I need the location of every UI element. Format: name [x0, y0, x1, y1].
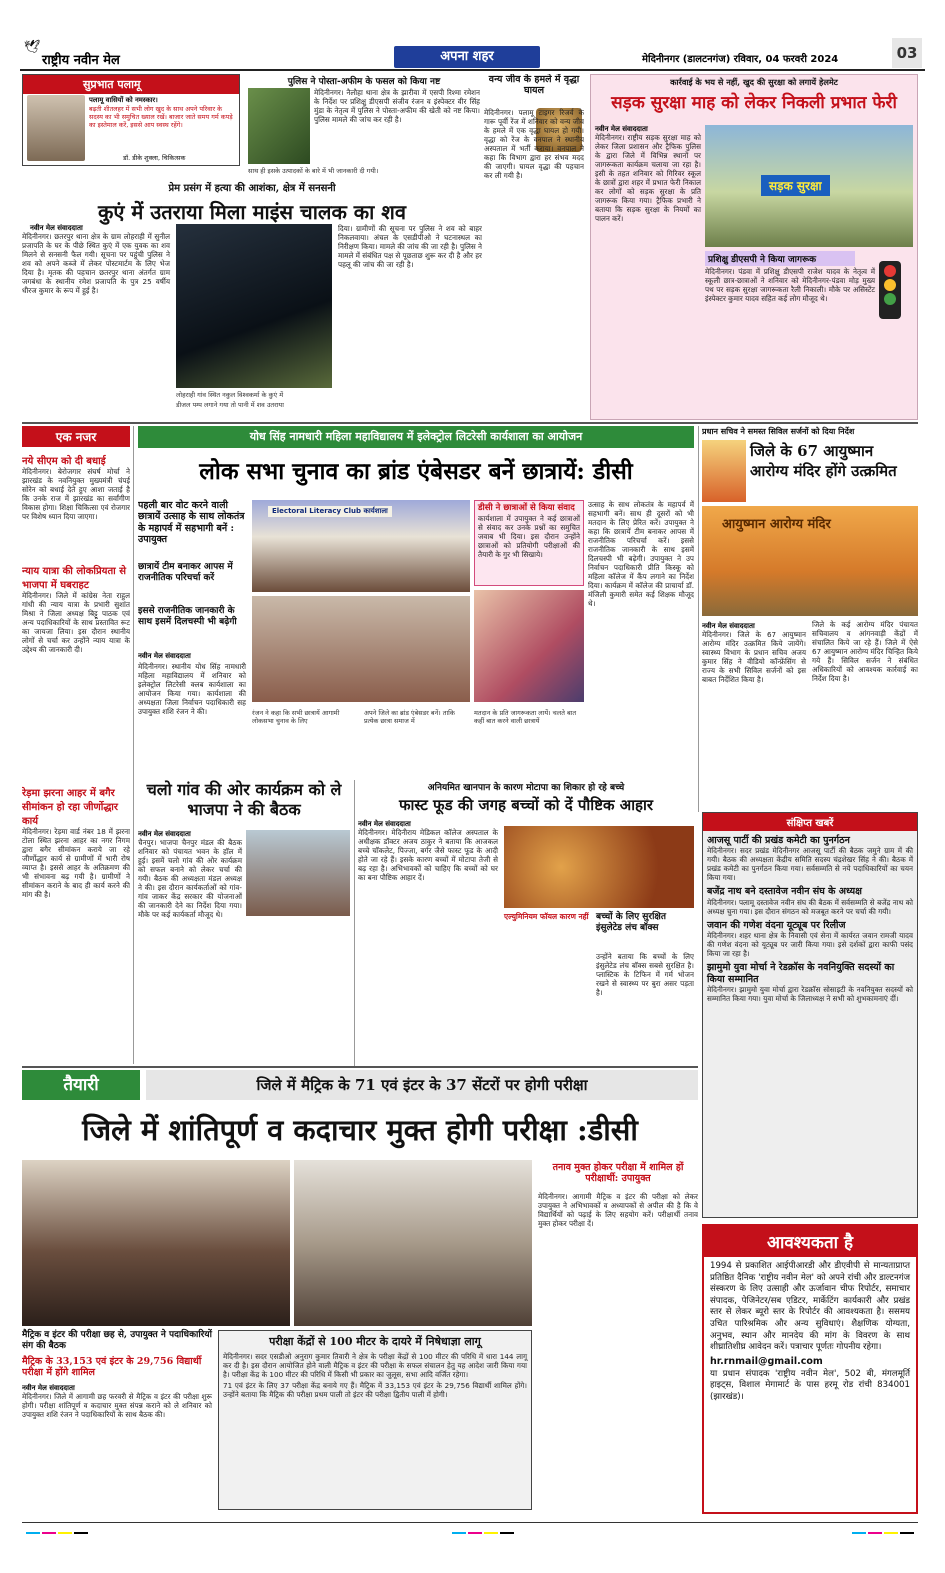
exam-section-box: [218, 1330, 532, 1510]
ek-nazar-item3-text: मेदिनीनगर। रेड़मा वार्ड नंबर 18 में झरना टोला स्थित झरना आहर का नगर निगम द्वारा बगैर सीमांकन कराये जा रहे जीर्णोद्धार कार्य से ग्रामीणों में भारी रोष व्याप्त है। इससे आहर के अतिक्रमण की भी संभावना बढ़ गयी है। ग्रामीणों ने सीमांकन कराने के बाद ही कार्य करने की मांग की है।: [22, 827, 130, 899]
exam-story: [22, 1160, 698, 1512]
ayushman-photo: [702, 506, 918, 616]
road-safety-text: मेदिनीनगर। राष्ट्रीय सड़क सुरक्षा माह को लेकर जिला प्रशासन और ट्रैफिक पुलिस के द्वारा जिले में विभिन्न स्थानों पर जागरूकता कार्यक्रम चलाया जा रहा है। इसी के तहत शनिवार को गिरिवर स्कूल के छात्रों द्वारा शहर में प्रभात फेरी निकाल कर लोगों को सड़क सुरक्षा के प्रति जागरूक किया गया। ट्रैफिक प्रभारी ने बताया कि सड़क सुरक्षा के नियमों का पालन करें।: [595, 133, 701, 223]
exam-caption-head2: मैट्रिक के 33,153 एवं इंटर के 29,756 विद्यार्थी परीक्षा में होंगे शामिल: [22, 1356, 202, 1379]
election-sub3: इससे राजनीतिक जानकारी के साथ इसमें दिलचस्पी भी बढ़ेगी: [138, 606, 237, 627]
exam-headline: जिले में शांतिपूर्ण व कदाचार मुक्त होगी परीक्षा :डीसी: [82, 1113, 638, 1147]
brief-t2: मेदिनीनगर। पलामू दस्तावेज नवीन संघ की बैठक में सर्वसम्मति से बजेंद्र नाथ को अध्यक्ष चुना गया। इस दौरान संगठन को मजबूत करने पर चर्चा की गयी।: [707, 897, 913, 916]
color-swatch: [900, 1532, 914, 1534]
dc-dialogue-box: [474, 500, 584, 586]
fastfood-kicker: अनियमित खानपान के कारण मोटापा का शिकार हो रहे बच्चे: [427, 783, 625, 793]
ek-nazar-title: एक नजर: [22, 426, 130, 447]
election-photo-students: [474, 590, 584, 702]
exam-text3: 71 एवं इंटर के लिए 37 परीक्षा केंद्र बनाये गए हैं। मैट्रिक में 33,153 एवं इंटर के 29,756 विद्यार्थी शामिल होंगे। उन्होंने बताया कि मैट्रिक की परीक्षा प्रथम पाली तो इंटर की परीक्षा द्वितीय पाली में होगी।: [223, 1381, 527, 1399]
color-swatch: [74, 1532, 88, 1534]
row3-rule: [22, 1066, 698, 1068]
election-text2: उत्साह के साथ लोकतंत्र के महापर्व में सहभागी बनें। साथ ही दूसरों को भी मतदान के लिए प्रेरित करें। उपायुक्त ने कहा कि छात्रायें टीम बनाकर आपस में राजनीतिक परिचर्चा करें। इससे राजनीतिक जानकारी के साथ इसमें दिलचस्पी भी बढ़ेगी। उपायुक्त ने उप निर्वाचन पदाधिकारी प्रीति किस्कू को महिला कॉलेज में कैंप लगाने का निर्देश दिया। कार्यक्रम में कॉलेज की प्राचार्या डॉ. मंजिली कुमारी समेत कई शिक्षक मौजूद थे।: [588, 500, 694, 608]
exam-side-head: तनाव मुक्त होकर परीक्षा में शामिल हों परीक्षार्थी: उपायुक्त: [552, 1162, 684, 1185]
ek-nazar-item3-head: रेड़मा झरना आहर में बगैर सीमांकन हो रहा जीर्णोद्धार कार्य: [22, 788, 118, 827]
brief-news-box: [702, 812, 918, 1218]
masthead-rule: [20, 69, 925, 71]
brief-h2: बजेंद्र नाथ बने दस्तावेज नवीन संघ के अध्यक्ष: [707, 886, 862, 898]
exam-photo-meeting: [294, 1160, 532, 1326]
election-photo-stage: [252, 500, 470, 592]
page-number: 03: [892, 38, 922, 68]
color-swatch: [452, 1532, 466, 1534]
color-swatch: [500, 1532, 514, 1534]
classified-email[interactable]: hr.rnmail@gmail.com: [710, 1355, 823, 1367]
road-safety-byline: नवीन मेल संवाददाता: [595, 125, 648, 133]
suprabhat-signature: डॉ. डीके शुक्ला, चिकित्सक: [123, 154, 186, 162]
dateline: मेदिनीनगर (डालटनगंज) रविवार, 04 फरवरी 2024: [642, 54, 839, 65]
paper-name: राष्ट्रीय नवीन मेल: [42, 53, 120, 68]
color-swatch: [484, 1532, 498, 1534]
trainee-dsp-subhead: प्रशिक्षु डीएसपी ने किया जागरूक: [705, 251, 855, 266]
fastfood-byline: नवीन मेल संवाददाता: [358, 820, 411, 828]
brief-t4: मेदिनीनगर। झामुमो युवा मोर्चा द्वारा रेडक्रॉस सोसाइटी के नवनियुक्त सदस्यों को सम्मानित किया गया। युवा मोर्चा के जिलाध्यक्ष ने सभी को शुभकामनाएं दीं।: [707, 984, 913, 1003]
ek-nazar-item1-text: मेदिनीनगर। बेरोजगार संघर्ष मोर्चा ने झारखंड के नवनियुक्त मुख्यमंत्री चंपई सोरेन को बधाई देते हुए आशा जताई है कि उनके राज में झारखंड का सर्वांगीण विकास होगा। शिक्षा चिकित्सा एवं रोजगार पर विशेष ध्यान दिया जाएगा।: [22, 467, 130, 521]
ek-nazar-item1-head: नये सीएम को दी बधाई: [22, 456, 106, 467]
trainee-dsp-text: मेदिनीनगर। पंडवा में प्रशिक्षु डीएसपी राजेश यादव के नेतृत्व में स्कूली छात्र-छात्राओं ने शनिवार को मेदिनीनगर-पंडवा मोड़ मुख्य पथ पर सड़क सुरक्षा जागरूकता रैली निकाली। मौके पर असिस्टेंट इंस्पेक्टर कुमार यादव सहित कई लोग मौजूद थे।: [705, 267, 875, 303]
village-bjp-photo: [246, 830, 350, 916]
wildlife-story: [484, 74, 584, 420]
exam-section-text: मेदिनीनगर। सदर एसडीओ अनुराग कुमार तिवारी ने क्षेत्र के परीक्षा केंद्रों से 100 मीटर की परिधि में धारा 144 लागू कर दी है। इस दौरान आयोजित होने वाली मैट्रिक व इंटर की परीक्षा के सफल संचालन हेतु यह आदेश जारी किया गया है। परीक्षा केंद्र के 100 मीटर की परिधि में किसी भी प्रकार का जुलूस, सभा आदि वर्जित रहेगा।: [223, 1352, 527, 1379]
ek-nazar-item2-text: मेदिनीनगर। जिले में कांग्रेस नेता राहुल गांधी की न्याय यात्रा के प्रभारी सुशांत मिश्रा ने जिला अध्यक्ष बिट्टू पाठक एवं अन्य पदाधिकारियों के साथ प्रस्तावित रूट का जायजा लिया। इस दौरान स्थानीय लोगों से चर्चा कर उन्होंने न्याय यात्रा के उद्देश्य की जानकारी दी।: [22, 591, 130, 654]
brief-news-title: संक्षिप्त खबरें: [703, 813, 917, 831]
election-caption2: अपने जिले का ब्रांड एंबेसडर बनें। ताकि प्रत्येक छात्रा समाज में: [364, 709, 455, 725]
fastfood-story: [358, 780, 694, 1066]
col-divider: [698, 426, 699, 812]
wildlife-text: मेदिनीनगर। पलामू टाइगर रिजर्व के गारू पूर्वी रेंज में शनिवार को वन्य जीव के हमले में एक वृद्धा घायल हो गयी। वृद्धा को रेंज के वनपाल ने स्थानीय अस्पताल में भर्ती कराया। वनपाल ने कहा कि विभाग द्वारा हर संभव मदद की जाएगी। घायल वृद्धा की पहचान कर ली गयी है।: [484, 108, 584, 180]
brief-h4: झामुमो युवा मोर्चा ने रेडक्रॉस के नवनियुक्ति सदस्यों का किया सम्मानित: [707, 962, 895, 985]
color-swatch: [468, 1532, 482, 1534]
section-title: अपना शहर: [394, 46, 540, 68]
brief-t3: मेदिनीनगर। शहर थाना क्षेत्र के निवासी एवं सेना में कार्यरत जवान रामजी यादव की गणेश वंदना को यूट्यूब पर जारी किया गया। इसे दर्शकों द्वारा काफी पसंद किया जा रहा है।: [707, 931, 913, 959]
ayushman-text1: मेदिनीनगर। जिले के 67 आयुष्मान आरोग्य मंदिर उत्क्रमित किये जायेंगे। स्वास्थ्य विभाग के प्रधान सचिव अजय कुमार सिंह ने वीडियो कॉन्फ्रेंसिंग से राज्य के सभी सिविल सर्जनों को इस बाबत निर्देशित किया है।: [702, 630, 806, 684]
ayushman-thumb: [702, 440, 746, 502]
ayushman-sign: आयुष्मान आरोग्य मंदिर: [722, 517, 831, 532]
exam-photo-main: [22, 1160, 290, 1326]
well-headline: कुएं में उतराया मिला माइंस चालक का शव: [97, 200, 407, 224]
col-divider: [354, 780, 355, 1066]
brief-h1: आजसू पार्टी की प्रखंड कमेटी का पुनर्गठन: [707, 835, 850, 846]
election-byline: नवीन मेल संवाददाता: [138, 652, 191, 660]
well-caption2: डीजल पम्प लगाने गया तो पानी में शव उतराया: [176, 401, 284, 409]
color-swatch: [26, 1532, 40, 1534]
road-safety-kicker: कार्रवाई के भय से नहीं, खुद की सुरक्षा को लगायें हेलमेट: [670, 77, 838, 87]
dc-dialogue-text: कार्यशाला में उपायुक्त ने कई छात्राओं से संवाद कर उनके प्रश्नों का समुचित जवाब भी दिया। इस दौरान उन्होंने छात्राओं को प्रतियोगी परीक्षाओं की तैयारी के गुर भी सिखाये।: [478, 514, 580, 559]
poppy-text: मेदिनीनगर। नैलौहा थाना क्षेत्र के झारीवा में एसपी रिश्मा रमेशन के निर्देश पर प्रशिक्षु डीएसपी संजीव रंजन व इंस्पेक्टर वीर सिंह मुंडा के नेतृत्व में पुलिस ने पोस्ता-अफीम की खेती को नष्ट किया। पुलिस मामले की जांच कर रही है।: [314, 88, 480, 124]
road-safety-box: [590, 74, 918, 420]
suprabhat-box: [22, 74, 240, 166]
color-swatch: [884, 1532, 898, 1534]
fastfood-text: मेदिनीनगर। मेदिनीराय मेडिकल कॉलेज अस्पताल के अधीक्षक डॉक्टर अजय ठाकुर ने बताया कि आजकल बच्चे चॉकलेट, पिज्जा, बर्गर जैसे फास्ट फूड के आदी होते जा रहे हैं। इसके कारण बच्चों में मोटापा तेजी से बढ़ रहा है। अभिभावकों को चाहिए कि बच्चों को घर का बना पौष्टिक आहार दें।: [358, 828, 498, 882]
well-byline: नवीन मेल संवाददाता: [30, 224, 83, 232]
classified-address: या प्रधान संपादक 'राष्ट्रीय नवीन मेल', 502 बी, मंगलमूर्ति हाइट्स, विशाल मेगामार्ट के पास हरमू रोड रांची 834001 (झारखंड)।: [710, 1368, 910, 1402]
road-safety-photo: [705, 125, 913, 247]
suprabhat-title: सुप्रभात पलामू: [23, 75, 239, 94]
classified-box: [702, 1224, 918, 1514]
ek-nazar-column: [22, 426, 130, 1064]
col-divider: [133, 426, 134, 1064]
poppy-caption: साथ ही इसके उत्पादकों के बारे में भी जानकारी दी गयी।: [248, 167, 379, 175]
well-caption1: लोहराही गांव स्थित नकुल विश्वकर्मा के कुएं में: [176, 391, 284, 399]
exam-byline: नवीन मेल संवाददाता: [22, 1384, 75, 1392]
exam-tag: तैयारी: [22, 1070, 140, 1100]
well-kicker: प्रेम प्रसंग में हत्या की आशंका, क्षेत्र में सनसनी: [168, 183, 336, 194]
ayushman-kicker: प्रधान सचिव ने समस्त सिविल सर्जनों को दिया निर्देश: [702, 426, 855, 436]
road-safety-banner: सड़क सुरक्षा: [761, 175, 830, 196]
color-swatch: [868, 1532, 882, 1534]
ayushman-story: [702, 426, 918, 812]
fastfood-photo: [504, 826, 694, 908]
poppy-story: [248, 74, 480, 178]
classified-title: आवश्यकता है: [704, 1226, 916, 1257]
road-safety-headline: सड़क सुरक्षा माह को लेकर निकली प्रभात फेरी: [611, 93, 897, 113]
election-headline: लोक सभा चुनाव का ब्रांड एंबेसडर बनें छात्रायें: डीसी: [199, 458, 633, 485]
election-text1: मेदिनीनगर। स्थानीय योध सिंह नामधारी महिला महाविद्यालय में शनिवार को इलेक्ट्रोल लिटरेसी क्लब कार्यशाला का आयोजन किया गया। कार्यशाला की अध्यक्षता जिला निर्वाचन पदाधिकारी सह उपायुक्त शशि रंजन ने की।: [138, 662, 246, 716]
fastfood-subtext: उन्होंने बताया कि बच्चों के लिए इंसुलेटेड लंच बॉक्स सबसे सुरक्षित है। प्लास्टिक के टिफिन में गर्म भोजन रखने से स्वास्थ्य पर बुरा असर पड़ता है।: [596, 952, 694, 997]
color-swatch: [42, 1532, 56, 1534]
exam-banner: जिले में मैट्रिक के 71 एवं इंटर के 37 सेंटरों पर होगी परीक्षा: [146, 1070, 698, 1100]
ayushman-text2: जिले के कई आरोग्य मंदिर पंचायत सचिवालय व आंगनवाड़ी केंद्रों में संचालित किये जा रहे हैं। जिले में ऐसे 67 आयुष्मान आरोग्य मंदिर चिन्हित किये गये हैं। सिविल सर्जन ने संबंधित अधिकारियों को आवश्यक कार्रवाई का निर्देश दिया है।: [812, 620, 918, 683]
election-story: [138, 496, 694, 776]
fastfood-sub1: एल्युमिनियम फॉयल कारण नहीं: [504, 912, 589, 921]
election-sub2: छात्रायें टीम बनाकर आपस में राजनीतिक परिचर्चा करें: [138, 562, 233, 583]
village-bjp-story: [138, 780, 350, 1066]
election-caption3: मतदान के प्रति जागरूकता लायें। चलते बात कहीं बात करने वाली छात्रायें: [474, 709, 577, 725]
village-bjp-byline: नवीन मेल संवाददाता: [138, 830, 191, 838]
exam-side-text: मेदिनीनगर। आगामी मैट्रिक व इंटर की परीक्षा को लेकर उपायुक्त ने अभिभावकों व अध्यापकों से अपील की है कि वे विद्यार्थियों को पढ़ाई के लिए सहयोग करें। परीक्षार्थी तनाव मुक्त होकर परीक्षा दें।: [538, 1192, 698, 1228]
brief-t1: मेदिनीनगर। सदर प्रखंड मेदिनीनगर आजसू पार्टी की बैठक जमुने ग्राम में की गयी। बैठक की अध्यक्षता केंद्रीय समिति सदस्य चंद्रशेखर सिंह ने की। बैठक में प्रखंड कमेटी का पुनर्गठन किया गया। सर्वसम्मति से नये पदाधिकारियों का चयन किया गया।: [707, 846, 913, 883]
exam-caption-head1: मैट्रिक व इंटर की परीक्षा छह से, उपायुक्त ने पदाधिकारियों संग की बैठक: [22, 1330, 212, 1351]
suprabhat-quote: बढ़ती शीतलहर में सभी लोग खुद के साथ अपने परिवार के सदस्य का भी समुचित ख्याल रखें। बाजार जाते समय गर्म कपड़े का इस्तेमाल करें, इससे आप स्वस्थ रहेंगे।: [89, 105, 233, 129]
exam-section-head: परीक्षा केंद्रों से 100 मीटर के दायरे में निषेधाज्ञा लागू: [269, 1335, 481, 1348]
color-swatch: [58, 1532, 72, 1534]
suprabhat-greeting: पलामू वासियों को नमस्कार।: [89, 96, 158, 104]
masthead: [20, 38, 925, 70]
ayushman-byline: नवीन मेल संवाददाता: [702, 622, 755, 630]
fastfood-headline: फास्ट फूड की जगह बच्चों को दें पौष्टिक आहार: [398, 796, 654, 814]
classified-text: 1994 से प्रकाशित आईपीआरडी और डीएवीपी से मान्यताप्राप्त प्रतिष्ठित दैनिक 'राष्ट्रीय नवीन मेल' को अपने रांची और डाल्टनगंज संस्करण के लिए उत्साही और ऊर्जावान चीफ रिपोर्टर, समाचार संपादक, पेजिनेटर/सब एडिटर, मार्केटिंग कार्यकारी और प्रखंड स्तर से लेकर ब्यूरो स्तर के रिपोर्टर की आवश्यकता है। ससमय उचित पारिश्रमिक और अन्य सुविधाएं। शैक्षणिक योग्यता, अनुभव, स्थान और मानदेय की मांग के विवरण के साथ शीघ्रातिशीघ्र आवेदन करें। पत्राचार पूर्णतः गोपनीय रहेगा।: [710, 1261, 910, 1353]
poppy-photo: [248, 88, 310, 164]
village-bjp-text: चैनपुर। भाजपा चैनपुर मंडल की बैठक शनिवार को पंचायत भवन के हॉल में हुई। इसमें चलो गांव की ओर कार्यक्रम को सफल बनाने को लेकर चर्चा की गयी। बैठक की अध्यक्षता मंडल अध्यक्ष ने की। इस दौरान कार्यकर्ताओं को गांव-गांव जाकर केंद्र सरकार की योजनाओं की जानकारी देने का निर्देश दिया गया। मौके पर कई कार्यकर्ता मौजूद थे।: [138, 838, 242, 919]
election-sub1: पहली बार वोट करने वाली छात्रायें उत्साह के साथ लोकतंत्र के महापर्व में सहभागी बनें : उपायुक्त: [138, 500, 245, 546]
registration-bar: [22, 1522, 918, 1534]
well-text-col1: मेदिनीनगर। छतरपुर थाना क्षेत्र के ग्राम लोहराही में सुनील प्रजापति के घर के पीछे स्थित कुएं में एक युवक का शव मिलने से सनसनी फैल गयी। सूचना पर पहुंची पुलिस ने शव को अपने कब्जे में लेकर पोस्टमार्टम के लिए भेज दिया है। मृतक की पहचान छतरपुर थाना अंतर्गत ग्राम जगबंधा के स्थानीय रमेश प्रजापति के पुत्र 25 वर्षीय धीरज कुमार के रूप में हुई है।: [22, 232, 170, 295]
doctor-photo: [27, 95, 85, 161]
village-bjp-headline: चलो गांव की ओर कार्यक्रम को ले भाजपा ने की बैठक: [146, 780, 342, 819]
bird-logo-icon: 🕊: [24, 40, 41, 55]
traffic-light-icon: [879, 261, 901, 319]
ek-nazar-item2-head: न्याय यात्रा की लोकप्रियता से भाजपा में घबराहट: [22, 566, 127, 591]
poppy-headline: पुलिस ने पोस्ता-अफीम के फसल को किया नष्ट: [287, 77, 441, 87]
color-swatch: [852, 1532, 866, 1534]
row1-rule: [22, 422, 918, 424]
well-photo: [176, 224, 332, 388]
well-story: [22, 180, 482, 420]
election-photo-banner: Electoral Literacy Club कार्यशाला: [268, 506, 392, 517]
election-photo-audience: [252, 596, 470, 702]
well-text-col2: दिया। ग्रामीणों की सूचना पर पुलिस ने शव को बाहर निकलवाया। अंचल के एसडीपीओ ने घटनास्थल का निरीक्षण किया। मामले की जांच की जा रही है। पुलिस ने मामले में संबंधित पक्ष से पूछताछ शुरू कर दी है और हर पहलू की जांच की जा रही है।: [338, 224, 482, 269]
exam-text1: मेदिनीनगर। जिले में आगामी छह फरवरी से मैट्रिक व इंटर की परीक्षा शुरू होगी। परीक्षा शांतिपूर्ण व कदाचार मुक्त संपन्न कराने को ले शनिवार को उपायुक्त शशि रंजन ने पदाधिकारियों के साथ बैठक की।: [22, 1392, 212, 1419]
dc-dialogue-head: डीसी ने छात्राओं से किया संवाद: [478, 503, 575, 513]
fastfood-sub2: बच्चों के लिए सुरक्षित इंसुलेटेड लंच बॉक्स: [596, 912, 666, 933]
brief-h3: जवान की गणेश वंदना यूट्यूब पर रिलीज: [707, 919, 846, 931]
ayushman-headline: जिले के 67 आयुष्मान आरोग्य मंदिर होंगे उत्क्रमित: [750, 442, 897, 480]
election-banner: योध सिंह नामधारी महिला महाविद्यालय में इलेक्ट्रोल लिटरेसी कार्यशाला का आयोजन: [138, 426, 694, 448]
election-caption1: रंजन ने कहा कि सभी छात्रायें आगामी लोकसभा चुनाव के लिए: [252, 709, 340, 725]
wildlife-headline: वन्य जीव के हमले में वृद्धा घायल: [488, 74, 580, 97]
